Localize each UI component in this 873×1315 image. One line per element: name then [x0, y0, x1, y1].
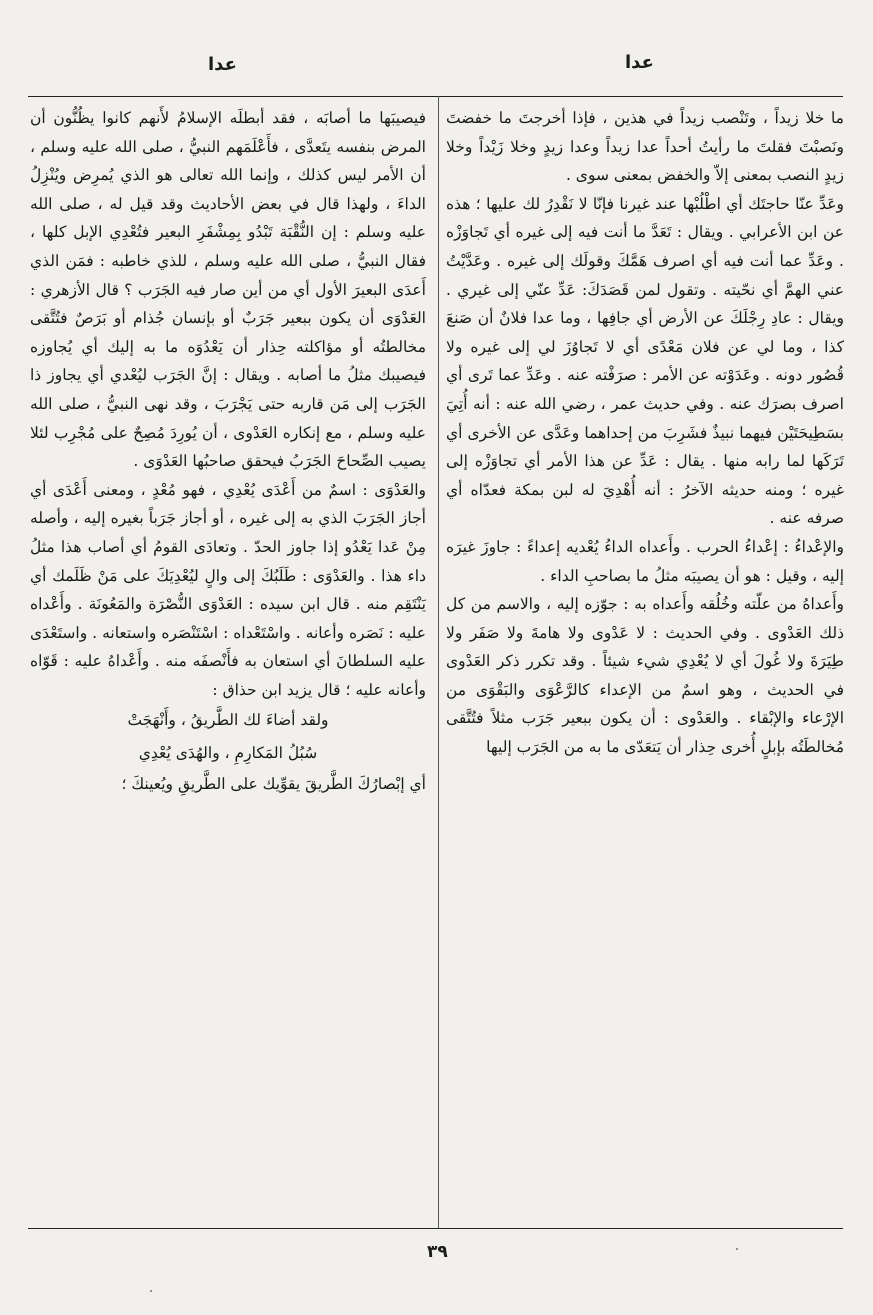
right-paragraph-4: وأَعداهُ من علّته وخُلُقه وأَعداه به : جوّزه إليه ، والاسم من كل ذلك العَدْوى . وفي الحديث : لا عَدْوى ولا هامةَ ولا صَفَر ولا طِيَرَةَ ولا غُولَ أي لا يُعْدِي شيء شيئاً . وقد تكرر ذكر العَدْوى في الحديث ، وهو اسمٌ من الإعداء كالرَّعْوَى والبَقْوَى من الإرْعاء والإبْقاء . والعَدْوى : أن يكون ببعير جَرَب مثلاً فتُتَّقى مُخالطَتُه بإبلٍ أُخرى حِذار أن يَتعَدّى ما به من الجَرَب إليها	[446, 595, 844, 757]
running-header-left: عدا	[208, 54, 237, 75]
left-column	[30, 104, 426, 799]
right-paragraph-3: والإعْداءُ : إعْداءُ الحرب . وأَعداه الداءُ يُعْديه إعداءً : جاوزَ غيرَه إليه ، وقيل : هو أن يصيبَه مثلُ ما بصاحبِ الداء .	[446, 537, 844, 585]
right-paragraph-2: وعَدِّ عنّا حاجتَك أي اطْلُبْها عند غيرنا فإنّا لا نَقْدِرُ لك عليها ؛ هذه عن ابن الأعرابي . ويقال : تَعَدَّ ما أنت فيه إلى غيره أي تَجاوَزْه . وعَدِّ عما أنت فيه أي اصرف هَمَّكَ وقولَك إلى غيره . وعَدَّيْتُ عني الهمَّ أي نحّيته . وتقول لمن قَصَدَكَ: عَدِّ عنّي إلى غيري . ويقال : عادِ رِجْلَكَ عن الأرض أي جافِها ، وما عدا فلانٌ أن صَنعَ كذا ، وما لي عن فلان مَعْدًى أي لا تَجاوُزَ لي إلى غيره ولا قُصُور دونه . وعَدَوْته عن الأمر : صرَفْته عنه . وعَدِّ عما تَرى أي اصرف بصرَك عنه . وفي حديث عمر ، رضي الله عنه : أنه أُتِيَ بسَطِيحَتَيْن فيهما نبيذٌ فشَرِبَ من إحداهما وعَدَّى عن الأخرى أي تَرَكَها لما رابه منها . يقال : عَدِّ عن هذا الأمر أي تجاوَزْه إلى غيره ؛ ومنه حديثه الآخرُ : أنه أُهْدِيَ له لبن بمكة فعدّاه أي صرفه عنه .	[446, 194, 844, 528]
closing-line: أي إبْصارُكَ الطَّريقَ يقوِّيك على الطَّريقِ ويُعينكَ ؛	[121, 775, 426, 794]
print-speck	[736, 1248, 738, 1250]
print-speck	[150, 1290, 152, 1292]
column-divider	[438, 96, 439, 1228]
left-paragraph-2: والعَدْوَى : اسمٌ من أَعْدَى يُعْدِي ، فهو مُعْدٍ ، ومعنى أَعْدَى أي أجاز الجَرَبَ الذي به إلى غيره ، أو أجاز جَرَباً بغيره إليه ، وأصله مِنْ عَدا يَعْدُو إذا جاوز الحدّ . وتعادَى القومُ أي أصاب هذا مثلُ داء هذا . والعَدْوَى : طَلَبُكَ إلى والٍ ليُعْدِيَكَ على مَنْ ظَلَمك أي يَنْتَقِم منه . قال ابن سيده : العَدْوَى النُّصْرَة والمَعُونَة . وأَعْداه عليه : نَصَره وأعانه . واسْتَعْداه : اسْتَنْصَره واستعانه . واستَعْدَى عليه السلطانَ أي استعان به فأَنْصفَه منه . وأَعْداهُ عليه : قَوّاه وأعانه عليه ؛ قال يزيد ابن حذاق :	[30, 480, 426, 699]
verse-line-2: سُبُلُ المَكارِمِ ، والهُدَى يُعْدِي	[138, 744, 318, 763]
header-rule	[28, 96, 843, 97]
running-header-right: عدا	[625, 52, 654, 73]
right-paragraph-1: ما خلا زيداً ، وتَنْصب زيداً في هذين ، فإذا أخرجتَ ما خفضتَ ونَصبْتَ فقلتَ ما رأيتُ أحداً عدا زيداً وعدا زيدٍ وخلا زَيْداً وخلا زيدٍ النصب بمعنى إلاّ والخفض بمعنى سوى .	[446, 109, 844, 185]
left-paragraph-1: فيصيبَها ما أصابَه ، فقد أبطلَه الإسلامُ لأَنهم كانوا يظُنُّون أن المرض بنفسه يتَعدَّى ، فأَعْلَمَهم النبيُّ ، صلى الله عليه وسلم ، أن الأمر ليس كذلك ، وإنما الله تعالى هو الذي يُمرِض ويُنْزِلُ الداءَ ، ولهذا قال في بعض الأحاديث وقد قيل له ، صلى الله عليه وسلم : إن النُّقْبَة تَبْدُو بِمِشْفَرِ البعير فتُعْدِي الإبل كلها ، فقال النبيُّ ، صلى الله عليه وسلم ، للذي خاطبه : فمَن الذي أَعدَى البعيرَ الأول أي من أين صار فيه الجَرَب ؟ قال الأزهري : العَدْوَى أن يكون ببعير جَرَبٌ أو بإنسان جُذام أو بَرَصٌ فتُتَّقى مخالطتُه أو مؤاكلته حِذار أن يَعْدُوَه ما به إليك أي يُجاوزه فيصيبك مثلُ ما أصابه . ويقال : إنَّ الجَرَب ليُعْدي أي يجاوز ذا الجَرَب إلى مَن قاربه حتى يَجْرَبَ ، وقد نهى النبيُّ ، صلى الله عليه وسلم ، مع إنكاره العَدْوى ، أن يُورِدَ مُصِحٌ على مُجْرِب لئلا يصيب الصِّحاحَ الجَرَبُ فيحقق صاحبُها العَدْوَى .	[30, 109, 426, 471]
footer-rule	[28, 1228, 843, 1229]
verse-line-1: ولقد أضاءَ لك الطَّريقُ ، وأَنْهَجَتْ	[127, 711, 329, 730]
right-column	[446, 104, 844, 762]
page-number: ٣٩	[427, 1242, 448, 1262]
